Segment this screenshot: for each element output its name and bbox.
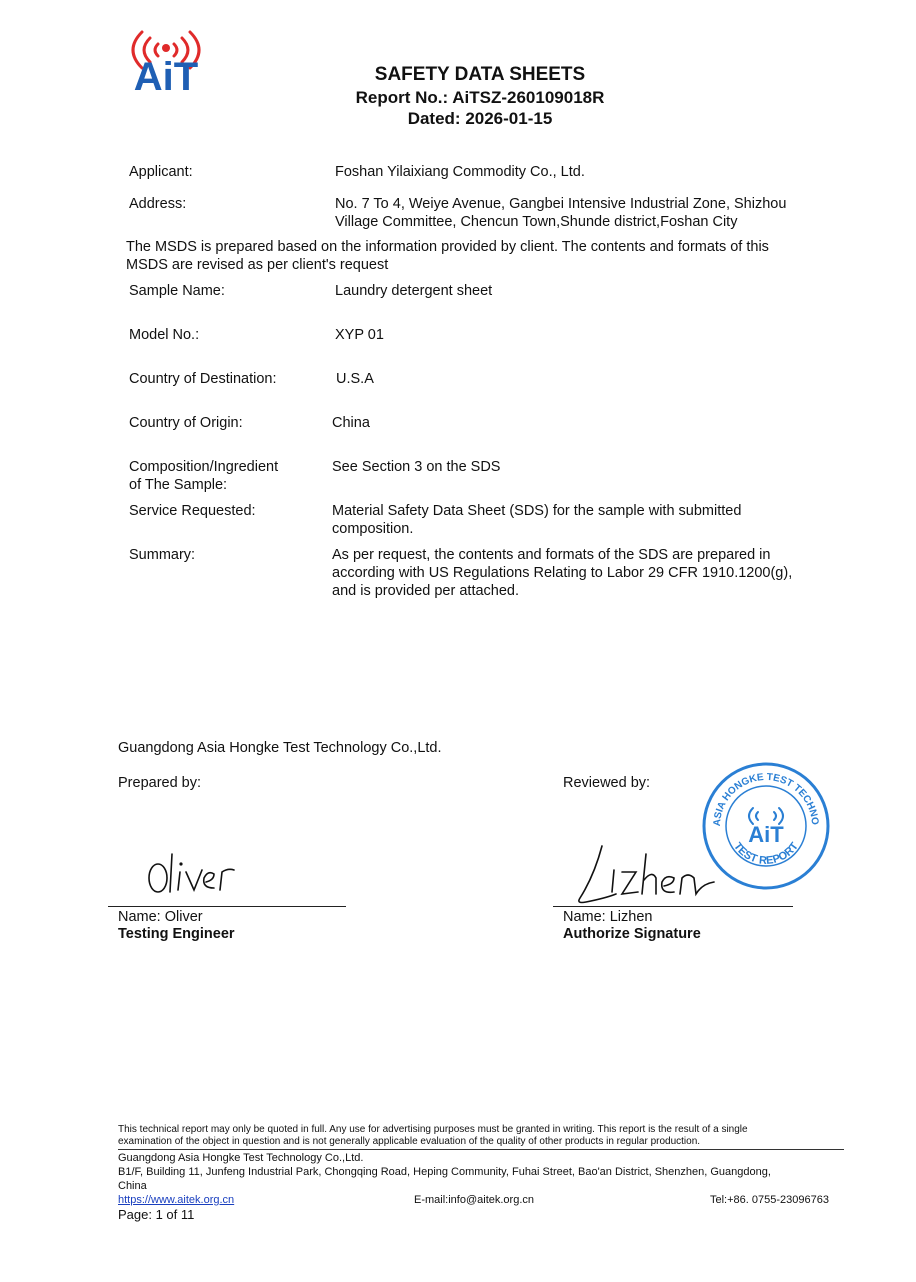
footer-email: E-mail:info@aitek.org.cn (414, 1194, 534, 1206)
preparer-role: Testing Engineer (118, 926, 235, 942)
composition-label-line2: of The Sample: (129, 477, 228, 493)
model-no-value: XYP 01 (335, 327, 384, 343)
reviewer-role: Authorize Signature (563, 926, 701, 942)
address-value-line1: No. 7 To 4, Weiye Avenue, Gangbei Intensive Industrial Zone, Shizhou (335, 196, 787, 212)
applicant-label: Applicant: (129, 164, 193, 180)
destination-label: Country of Destination: (129, 371, 277, 387)
preparer-signature-line (108, 906, 346, 907)
msds-note-line2: MSDS are revised as per client's request (126, 257, 389, 273)
stamp-logo-text: AiT (748, 822, 784, 847)
sample-name-label: Sample Name: (129, 283, 225, 299)
composition-value: See Section 3 on the SDS (332, 459, 501, 475)
reviewed-by-label: Reviewed by: (563, 775, 651, 791)
summary-value-line2: according with US Regulations Relating to Labor 29 CFR 1910.1200(g), (332, 565, 793, 581)
reviewer-name: Name: Lizhen (563, 909, 653, 925)
reviewer-signature (570, 840, 720, 908)
footer-tel: Tel:+86. 0755-23096763 (710, 1194, 829, 1206)
footer-company: Guangdong Asia Hongke Test Technology Co.,Ltd. (118, 1152, 364, 1164)
address-label: Address: (129, 196, 187, 212)
document-title: SAFETY DATA SHEETS (374, 64, 586, 85)
service-value-line2: composition. (332, 521, 414, 537)
preparer-name: Name: Oliver (118, 909, 203, 925)
model-no-label: Model No.: (129, 327, 200, 343)
destination-value: U.S.A (336, 371, 374, 387)
composition-label-line1: Composition/Ingredient (129, 459, 279, 475)
footer-disclaimer (118, 1124, 848, 1148)
footer-address-line1: B1/F, Building 11, Junfeng Industrial Park, Chongqing Road, Heping Community, Fuhai Street, Bao'an District, Shenzhen, Guangdong, (118, 1166, 771, 1178)
summary-value-line3: and is provided per attached. (332, 583, 520, 599)
applicant-value: Foshan Yilaixiang Commodity Co., Ltd. (335, 164, 585, 180)
logo-text: AiT (133, 55, 199, 96)
service-label: Service Requested: (129, 503, 256, 519)
sample-name-value: Laundry detergent sheet (335, 283, 493, 299)
disclaimer-line2: examination of the object in question and is not generally applicable evaluation of the quality of other products in regular production. (118, 1136, 701, 1147)
preparer-signature (140, 848, 250, 904)
stamp-bottom-text: TEST REPORT (731, 840, 801, 868)
address-value-line2: Village Committee, Chencun Town,Shunde district,Foshan City (335, 214, 738, 230)
stamp-top-text: ASIA HONGKE TEST TECHNO (711, 771, 821, 827)
lab-name: Guangdong Asia Hongke Test Technology Co.,Ltd. (118, 740, 442, 756)
company-stamp (700, 760, 832, 892)
footer-address-line2: China (118, 1180, 147, 1192)
page-number: Page: 1 of 11 (118, 1207, 195, 1222)
disclaimer-line1: This technical report may only be quoted in full. Any use for advertising purposes must be granted in writing. This report is the result of a single (118, 1124, 748, 1135)
origin-value: China (332, 415, 370, 431)
service-value-line1: Material Safety Data Sheet (SDS) for the sample with submitted (332, 503, 742, 519)
origin-label: Country of Origin: (129, 415, 243, 431)
reviewer-signature-line (553, 906, 793, 907)
msds-note-line1: The MSDS is prepared based on the information provided by client. The contents and formats of this (126, 239, 769, 255)
report-date: Dated: 2026-01-15 (407, 109, 553, 128)
report-number: Report No.: AiTSZ-260109018R (355, 88, 605, 107)
msds-note (126, 238, 826, 274)
summary-label: Summary: (129, 547, 196, 563)
prepared-by-label: Prepared by: (118, 775, 202, 791)
svg-text:GUANGDONG ASIA HONGKE TEST TEC (700, 760, 820, 827)
footer-divider (118, 1149, 844, 1150)
summary-value-line1: As per request, the contents and formats of the SDS are prepared in (332, 547, 771, 563)
footer-website-link[interactable]: https://www.aitek.org.cn (118, 1194, 235, 1206)
